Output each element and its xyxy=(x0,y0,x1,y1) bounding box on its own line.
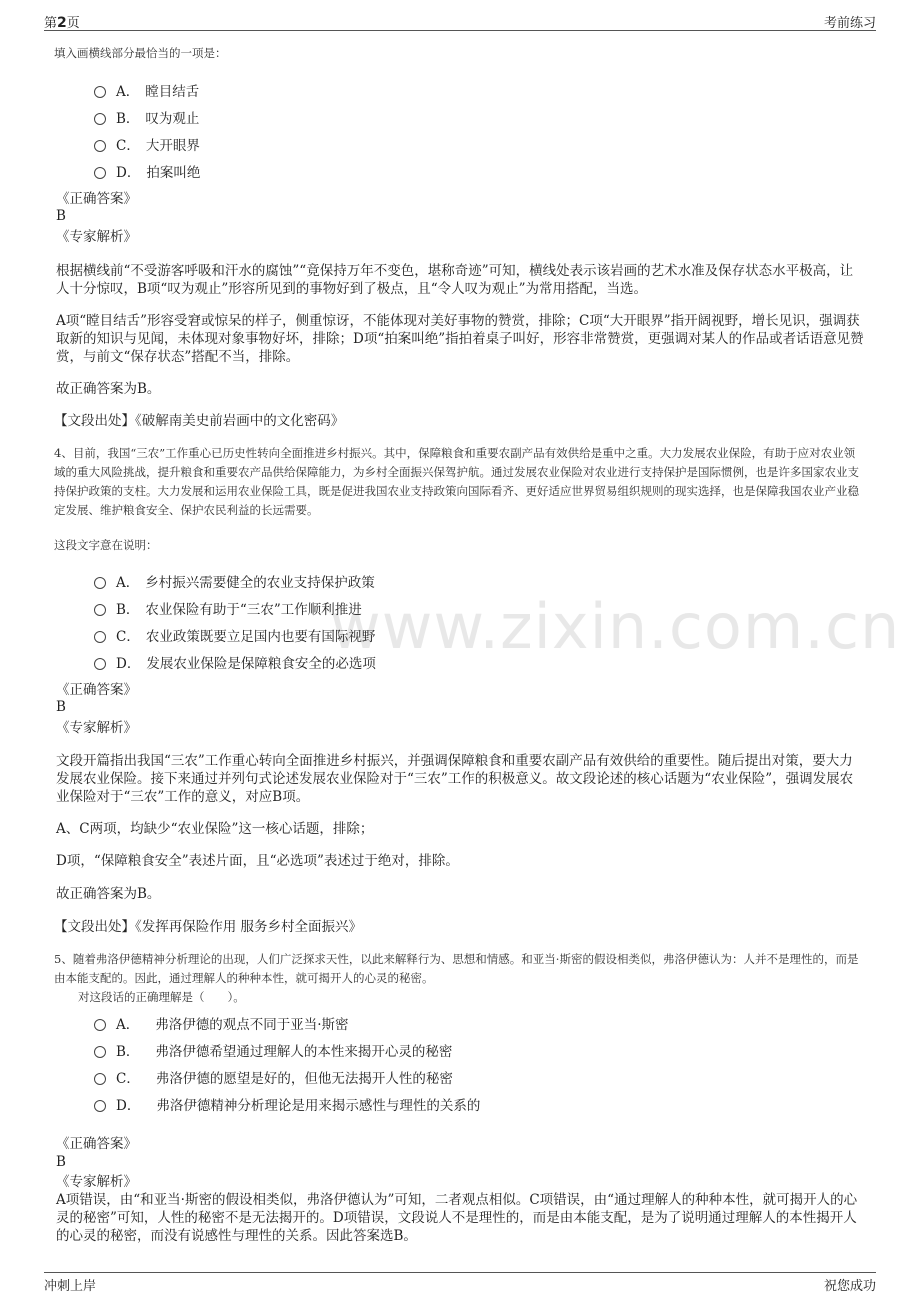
option-letter: D． xyxy=(116,165,141,181)
page-suffix: 页 xyxy=(66,16,80,31)
q5-answer-label: 《正确答案》 xyxy=(56,1136,137,1152)
option-text: 乡村振兴需要健全的农业支持保护政策 xyxy=(145,575,375,591)
q3-answer-label: 《正确答案》 xyxy=(56,191,137,207)
q4-option-b[interactable] xyxy=(94,598,362,618)
q5-stem: 5、随着弗洛伊德精神分析理论的出现，人们广泛探求天性，以此来解释行为、思想和情感。和亚当·斯密的假设相类似，弗洛伊德认为：人并不是理性的，而是由本能支配的。因此，通过理解人的种种本性，就可揭开人的心灵的秘密。 xyxy=(54,952,859,985)
option-text: 弗洛伊德精神分析理论是用来揭示感性与理性的关系的 xyxy=(156,1098,481,1114)
q4-source: 【文段出处】《发挥再保险作用 服务乡村全面振兴》 xyxy=(54,919,363,935)
q3-option-b[interactable] xyxy=(94,107,199,127)
q4-answer-label: 《正确答案》 xyxy=(56,682,137,698)
q4-stem: 4、目前，我国“三农”工作重心已历史性转向全面推进乡村振兴。其中，保障粮食和重要农副产品有效供给是重中之重。大力发展农业保险，有助于应对农业领域的重大风险挑战，提升粮食和重要农产品供给保障能力，为乡村全面振兴保驾护航。通过发展农业保险对农业进行支持保护是国际惯例，也是许多国家农业支持保护政策的支柱。大力发展和运用农业保险工具，既是促进我国农业支持政策向国际看齐、更好适应世界贸易组织规则的现实选择，也是保障我国农业产业稳定发展、维护粮食安全、保护农民利益的长远需要。 xyxy=(54,446,859,517)
q3-option-c[interactable] xyxy=(94,134,200,154)
page-prefix: 第 xyxy=(44,16,58,31)
radio-icon[interactable] xyxy=(94,604,106,616)
q3-prompt: 填入画横线部分最恰当的一项是： xyxy=(54,46,227,60)
radio-icon[interactable] xyxy=(94,577,106,589)
q5-prompt: 对这段话的正确理解是（ ）。 xyxy=(78,990,245,1004)
option-text: 拍案叫绝 xyxy=(146,165,201,181)
option-letter: B． xyxy=(116,1044,140,1060)
q5-analysis-label: 《专家解析》 xyxy=(56,1174,137,1190)
option-letter: A． xyxy=(116,1017,140,1033)
q5-answer: B xyxy=(56,1154,66,1170)
option-text: 发展农业保险是保障粮食安全的必选项 xyxy=(146,656,376,672)
q3-option-d[interactable] xyxy=(94,161,200,181)
footer-right: 祝您成功 xyxy=(823,1279,876,1294)
radio-icon[interactable] xyxy=(94,1019,106,1031)
radio-icon[interactable] xyxy=(94,1073,106,1085)
option-text: 弗洛伊德的观点不同于亚当·斯密 xyxy=(155,1017,349,1033)
page-number xyxy=(44,12,80,31)
q5-option-b[interactable] xyxy=(94,1040,452,1060)
option-letter: D． xyxy=(116,1098,141,1114)
q3-analysis-p2: A项“瞠目结舌”形容受窘或惊呆的样子，侧重惊讶，不能体现对美好事物的赞赏，排除；C项“大开眼界”指开阔视野，增长见识，强调获取新的知识与见闻，未体现对象事物好坏，排除；D项“拍案叫绝”指拍着桌子叫好，形容非常赞赏，更强调对某人的作品或者话语意见赞赏，与前文“保存状态”搭配不当，排除。 xyxy=(56,313,864,365)
radio-icon[interactable] xyxy=(94,1046,106,1058)
option-text: 农业政策既要立足国内也要有国际视野 xyxy=(145,629,376,645)
q4-answer: B xyxy=(56,699,66,715)
option-text: 弗洛伊德的愿望是好的，但他无法揭开人性的秘密 xyxy=(155,1071,453,1087)
watermark: www.zixin.com.cn xyxy=(330,590,901,663)
page-header xyxy=(44,8,876,31)
page-footer xyxy=(44,1272,876,1295)
q3-source: 【文段出处】《破解南美史前岩画中的文化密码》 xyxy=(54,413,345,429)
option-letter: D． xyxy=(116,656,141,672)
radio-icon[interactable] xyxy=(94,140,106,152)
q3-analysis-p3: 故正确答案为B。 xyxy=(56,381,161,397)
q3-analysis-p1: 根据横线前“不受游客呼吸和汗水的腐蚀”“竟保持万年不变色，堪称奇迹”可知，横线处表示该岩画的艺术水准及保存状态水平极高，让人十分惊叹，B项“叹为观止”形容所见到的事物好到了极点，且“令人叹为观止”为常用搭配，当选。 xyxy=(56,263,854,297)
option-letter: B． xyxy=(116,111,140,127)
q4-prompt: 这段文字意在说明： xyxy=(54,538,158,552)
option-letter: C． xyxy=(116,1071,140,1087)
q4-analysis-p4: 故正确答案为B。 xyxy=(56,886,161,902)
radio-icon[interactable] xyxy=(94,167,106,179)
q4-option-d[interactable] xyxy=(94,652,376,672)
option-text: 瞠目结舌 xyxy=(145,84,200,100)
option-text: 农业保险有助于“三农”工作顺利推进 xyxy=(145,602,362,618)
q3-answer: B xyxy=(56,208,66,224)
q5-option-d[interactable] xyxy=(94,1094,480,1114)
q5-analysis: A项错误，由“和亚当·斯密的假设相类似，弗洛伊德认为”可知，二者观点相似。C项错误，由“通过理解人的种种本性，就可揭开人的心灵的秘密”可知，人性的秘密不是无法揭开的。D项错误，文段说人不是理性的，而是由本能支配，是为了说明通过理解人的本性揭开人的心灵的秘密，而没有说感性与理性的关系。因此答案选B。 xyxy=(56,1192,858,1244)
radio-icon[interactable] xyxy=(94,113,106,125)
radio-icon[interactable] xyxy=(94,86,106,98)
q4-analysis-p2: A、C两项，均缺少“农业保险”这一核心话题，排除； xyxy=(56,821,374,837)
radio-icon[interactable] xyxy=(94,631,106,643)
option-text: 弗洛伊德希望通过理解人的本性来揭开心灵的秘密 xyxy=(155,1044,453,1060)
q4-option-a[interactable] xyxy=(94,571,375,591)
q5-option-c[interactable] xyxy=(94,1067,453,1087)
radio-icon[interactable] xyxy=(94,1100,106,1112)
option-letter: A． xyxy=(116,575,140,591)
radio-icon[interactable] xyxy=(94,658,106,670)
q4-analysis-label: 《专家解析》 xyxy=(56,720,137,736)
footer-left: 冲刺上岸 xyxy=(44,1279,97,1294)
q4-analysis-p3: D项，“保障粮食安全”表述片面，且“必选项”表述过于绝对，排除。 xyxy=(56,853,459,869)
option-text: 叹为观止 xyxy=(145,111,200,127)
q4-analysis-p1: 文段开篇指出我国“三农”工作重心转向全面推进乡村振兴，并强调保障粮食和重要农副产品有效供给的重要性。随后提出对策，要大力发展农业保险。接下来通过并列句式论述发展农业保险对于“三农”工作的积极意义。故文段论述的核心话题为“农业保险”，强调发展农业保险对于“三农”工作的意义，对应B项。 xyxy=(56,753,854,805)
q3-option-a[interactable] xyxy=(94,80,199,100)
q3-analysis-label: 《专家解析》 xyxy=(56,229,137,245)
q5-option-a[interactable] xyxy=(94,1013,349,1033)
option-letter: B． xyxy=(116,602,140,618)
page-num: 2 xyxy=(57,15,67,31)
option-letter: C． xyxy=(116,629,140,645)
header-title: 考前练习 xyxy=(823,16,876,31)
q4-option-c[interactable] xyxy=(94,625,375,645)
option-letter: A． xyxy=(116,84,140,100)
option-text: 大开眼界 xyxy=(145,138,200,154)
option-letter: C． xyxy=(116,138,140,154)
